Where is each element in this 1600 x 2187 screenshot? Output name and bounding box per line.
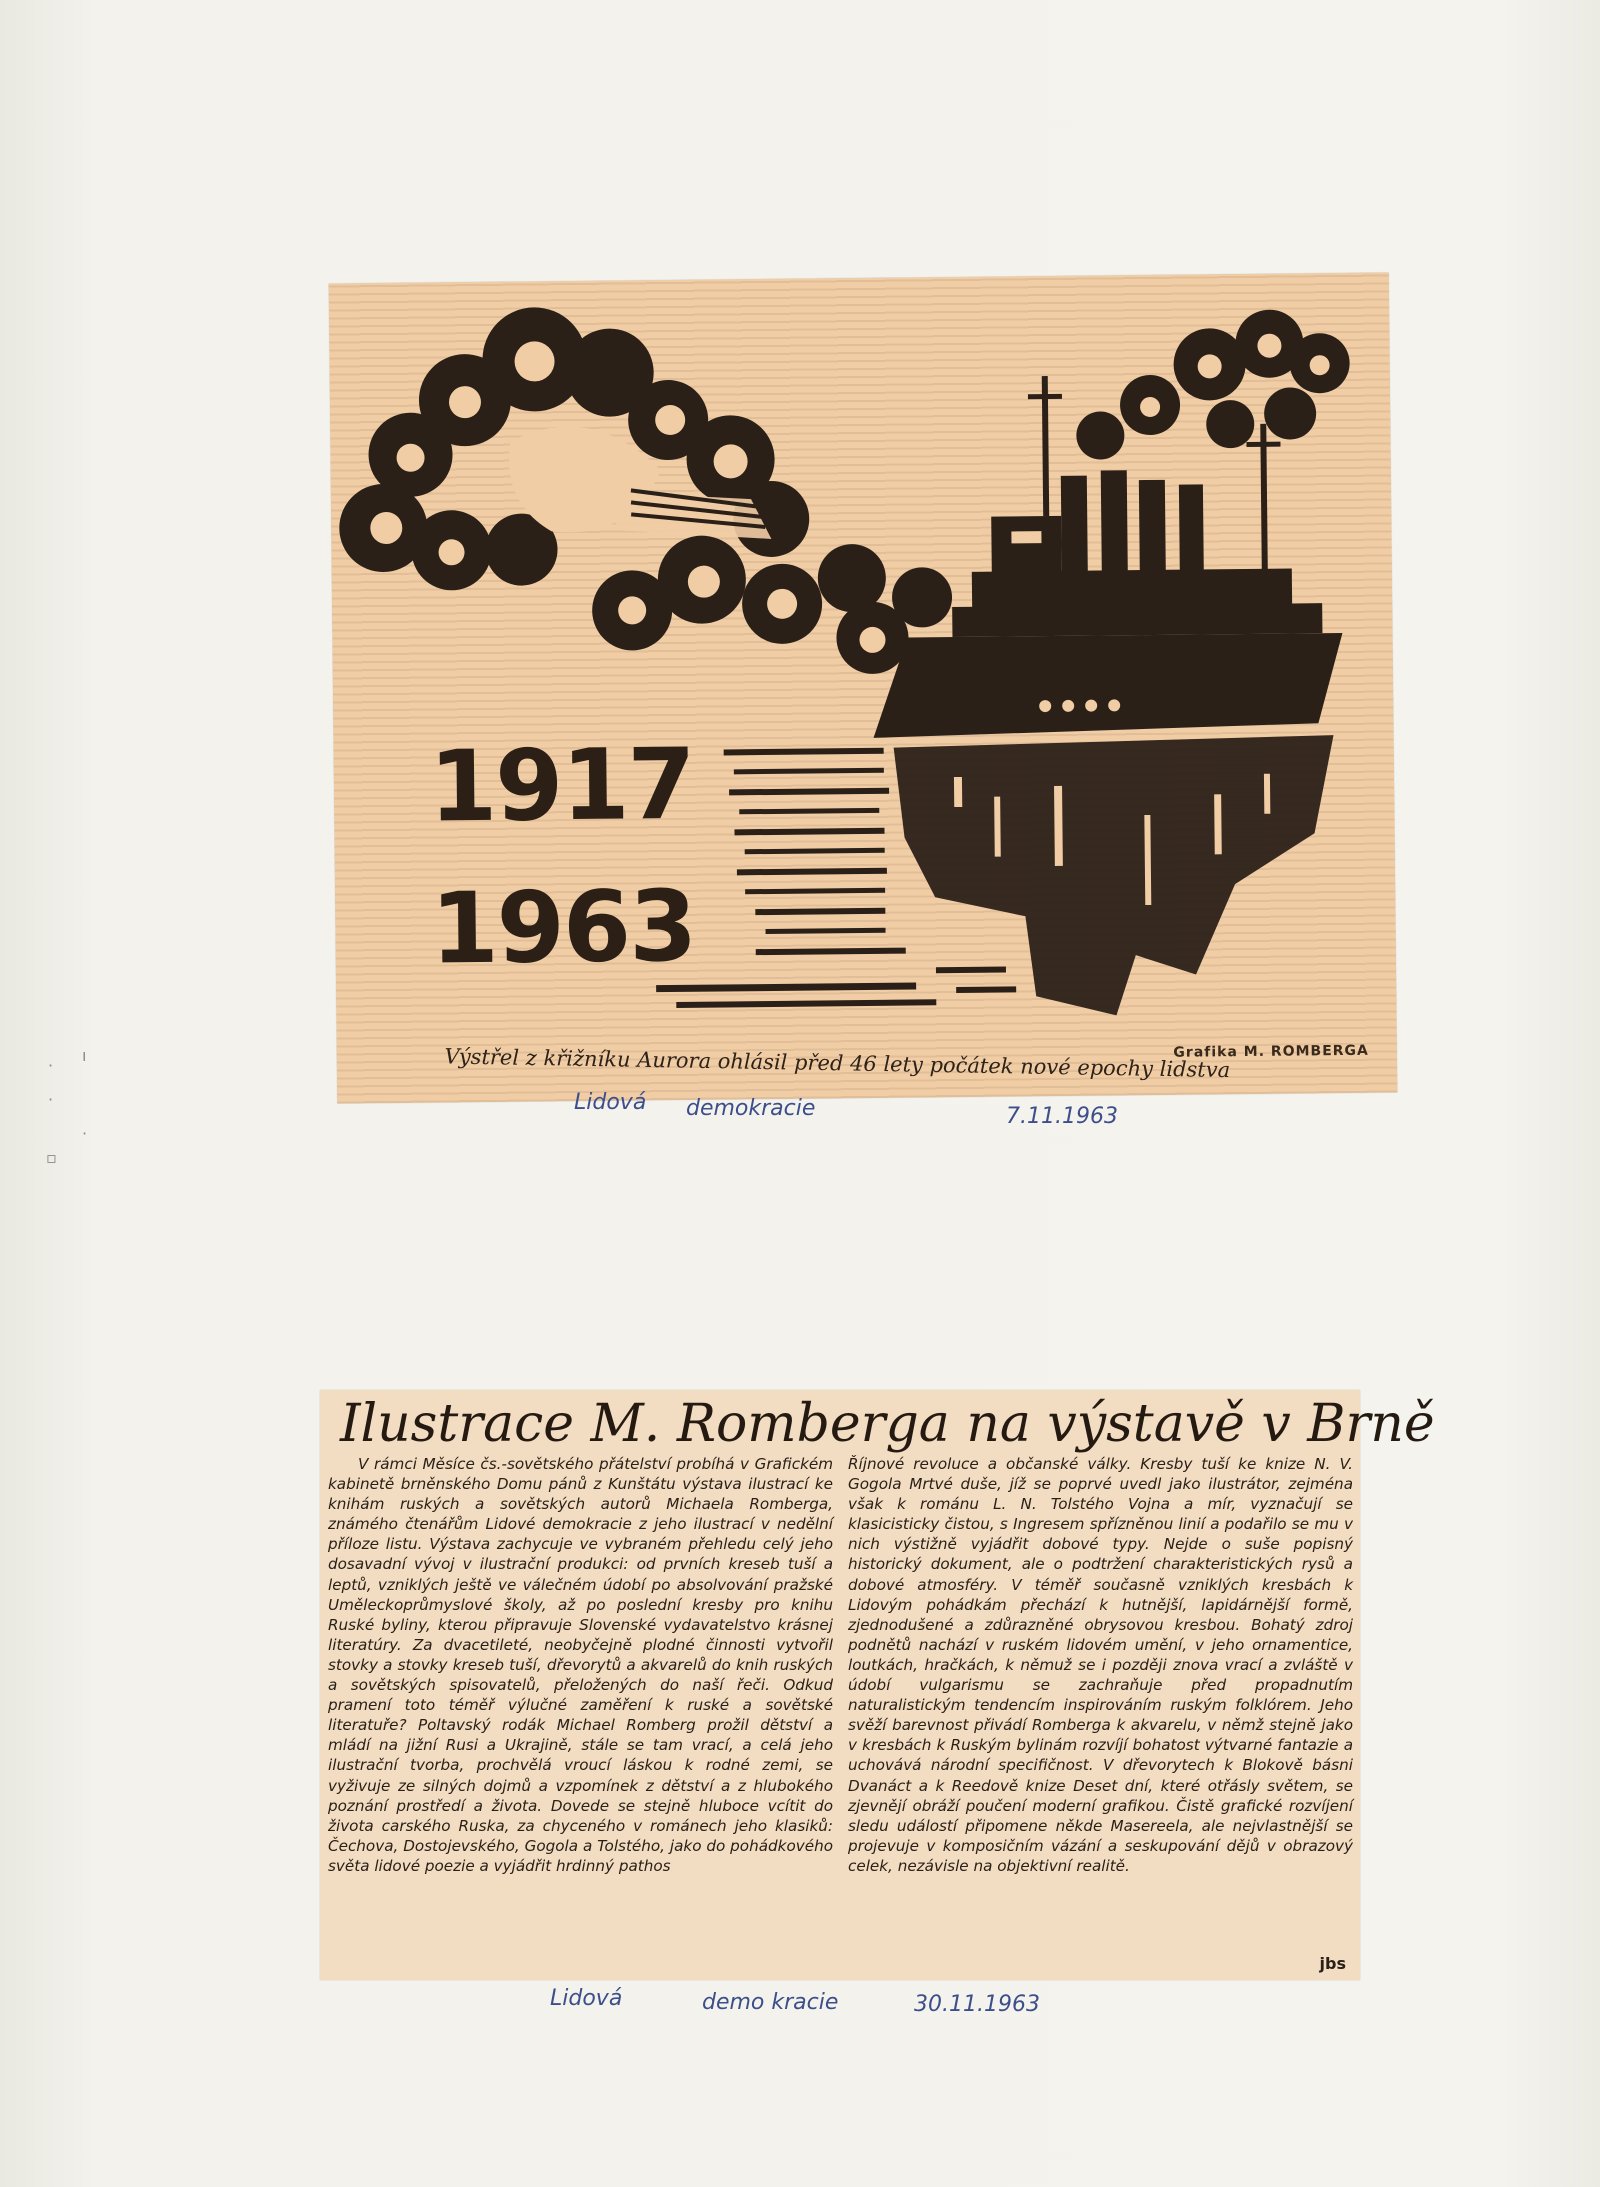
handwritten-date-2: 30.11.1963 (914, 1992, 1040, 2017)
handwritten-source-4: demo kracie (702, 1990, 839, 2015)
illustration-caption: Výstřel z křižníku Aurora ohlásil před 46 lety počátek nové epochy lidstva (444, 1044, 1231, 1083)
year-end-label: 1963 (429, 869, 696, 987)
article-headline: Ilustrace M. Romberga na výstavě v Brně (340, 1394, 1435, 1454)
author-initials: jbs (1319, 1954, 1346, 1973)
handwritten-source-2: demokracie (686, 1096, 816, 1121)
year-start-label: 1917 (428, 727, 695, 845)
handwritten-source-1: Lidová (574, 1090, 647, 1115)
article-column-left: V rámci Měsíce čs.-sovětského přátelství probíhá v Grafickém kabinetě brněnského Domu pánů z Kunštátu výstava ilustrací ke knihám ruských a sovětských autorů Michaela Romberga, známého čtenářům Lidové demokracie z jeho ilustrací v nedělní příloze listu. Výstava zachycuje ve vybraném přehledu celý jeho dosavadní vývoj v ilustrační produkci: od prvních kreseb tuší a leptů, vzniklých ještě ve válečném údobí po absolvování pražské Uměleckoprůmyslové školy, až po poslední kresby pro knihu Ruské byliny, kterou připravuje Slovenské vydavatelstvo krásnej literatúry. Za dvacetileté, neobyčejně plodné činnosti vytvořil stovky a stovky kreseb tuší, dřevorytů a akvarelů do knih ruských a sovětských spisovatelů, přeložených do naší řeči. Odkud pramení toto téměř výlučné zaměření k ruské a sovětské literatuře? Poltavský rodák Michael Romberg prožil dětství a mládí na jižní Rusi a Ukrajině, stále se tam vrací, a celá jeho ilustrační tvorba, prochvělá vroucí láskou k rodné zemi, se vyživuje ze silných dojmů a vzpomínek z dětství a z hlubokého poznání prostředí a života. Dovede se stejně hluboce vcítit do života carského Ruska, za chyceného v románech jeho klasiků: Čechova, Dostojevského, Gogola a Tolstého, jako do pohádkového světa lidové poezie a vyjádřit hrdinný pathos (328, 1455, 833, 1875)
smoke-cloud-right-icon (1075, 309, 1351, 460)
newspaper-clipping-article (320, 1390, 1435, 1980)
handwritten-source-3: Lidová (550, 1986, 623, 2011)
handwritten-date-1: 7.11.1963 (1006, 1104, 1118, 1129)
artist-credit: Grafika M. ROMBERGA (1173, 1042, 1369, 1061)
newspaper-clipping-illustration (329, 272, 1398, 1103)
article-column-right: Říjnové revoluce a občanské války. Kresby tuší ke knize N. V. Gogola Mrtvé duše, jíž se poprvé uvedl jako ilustrátor, zejména však k románu L. N. Tolstého Vojna a mír, vyznačují se klasicisticky čistou, s Ingresem spřízněnou linií a podařilo se mu v nich výstižně vyjádřit dobové typy. Nejde o suše popisný historický dokument, ale o podtržení charakteristických rysů a dobové atmosféry. V téměř současně vzniklých kresbách k Lidovým pohádkám přechází k hutnější, lapidárnější formě, zjednodušené a zdůrazněné obrysovou kresbou. Bohatý zdroj podnětů nachází v ruském lidovém umění, v jeho ornamentice, loutkách, hračkách, k němuž se i později znova vrací a zvláště v údobí vulgarismu se zachraňuje před propadnutím naturalistickým tendencím inspirováním ruským folklórem. Jeho svěží barevnost přivádí Romberga k akvarelu, v němž stejně jako v kresbách k Ruským bylinám rozvíjí bohatost výtvarné fantazie a uchovává národní specifičnost. V dřevorytech k Blokově básni Dvanáct a k Reedově knize Deset dní, které otřásly světem, se zjevnějí obráží poučení moderní grafikou. Čistě grafické rozvíjení sledu událostí připomene někde Masereela, ale nejvlastnější se projevuje v komposičním vázání a seskupování dějů v obrazový celek, nezávisle na objektivní realitě. (848, 1455, 1353, 1875)
